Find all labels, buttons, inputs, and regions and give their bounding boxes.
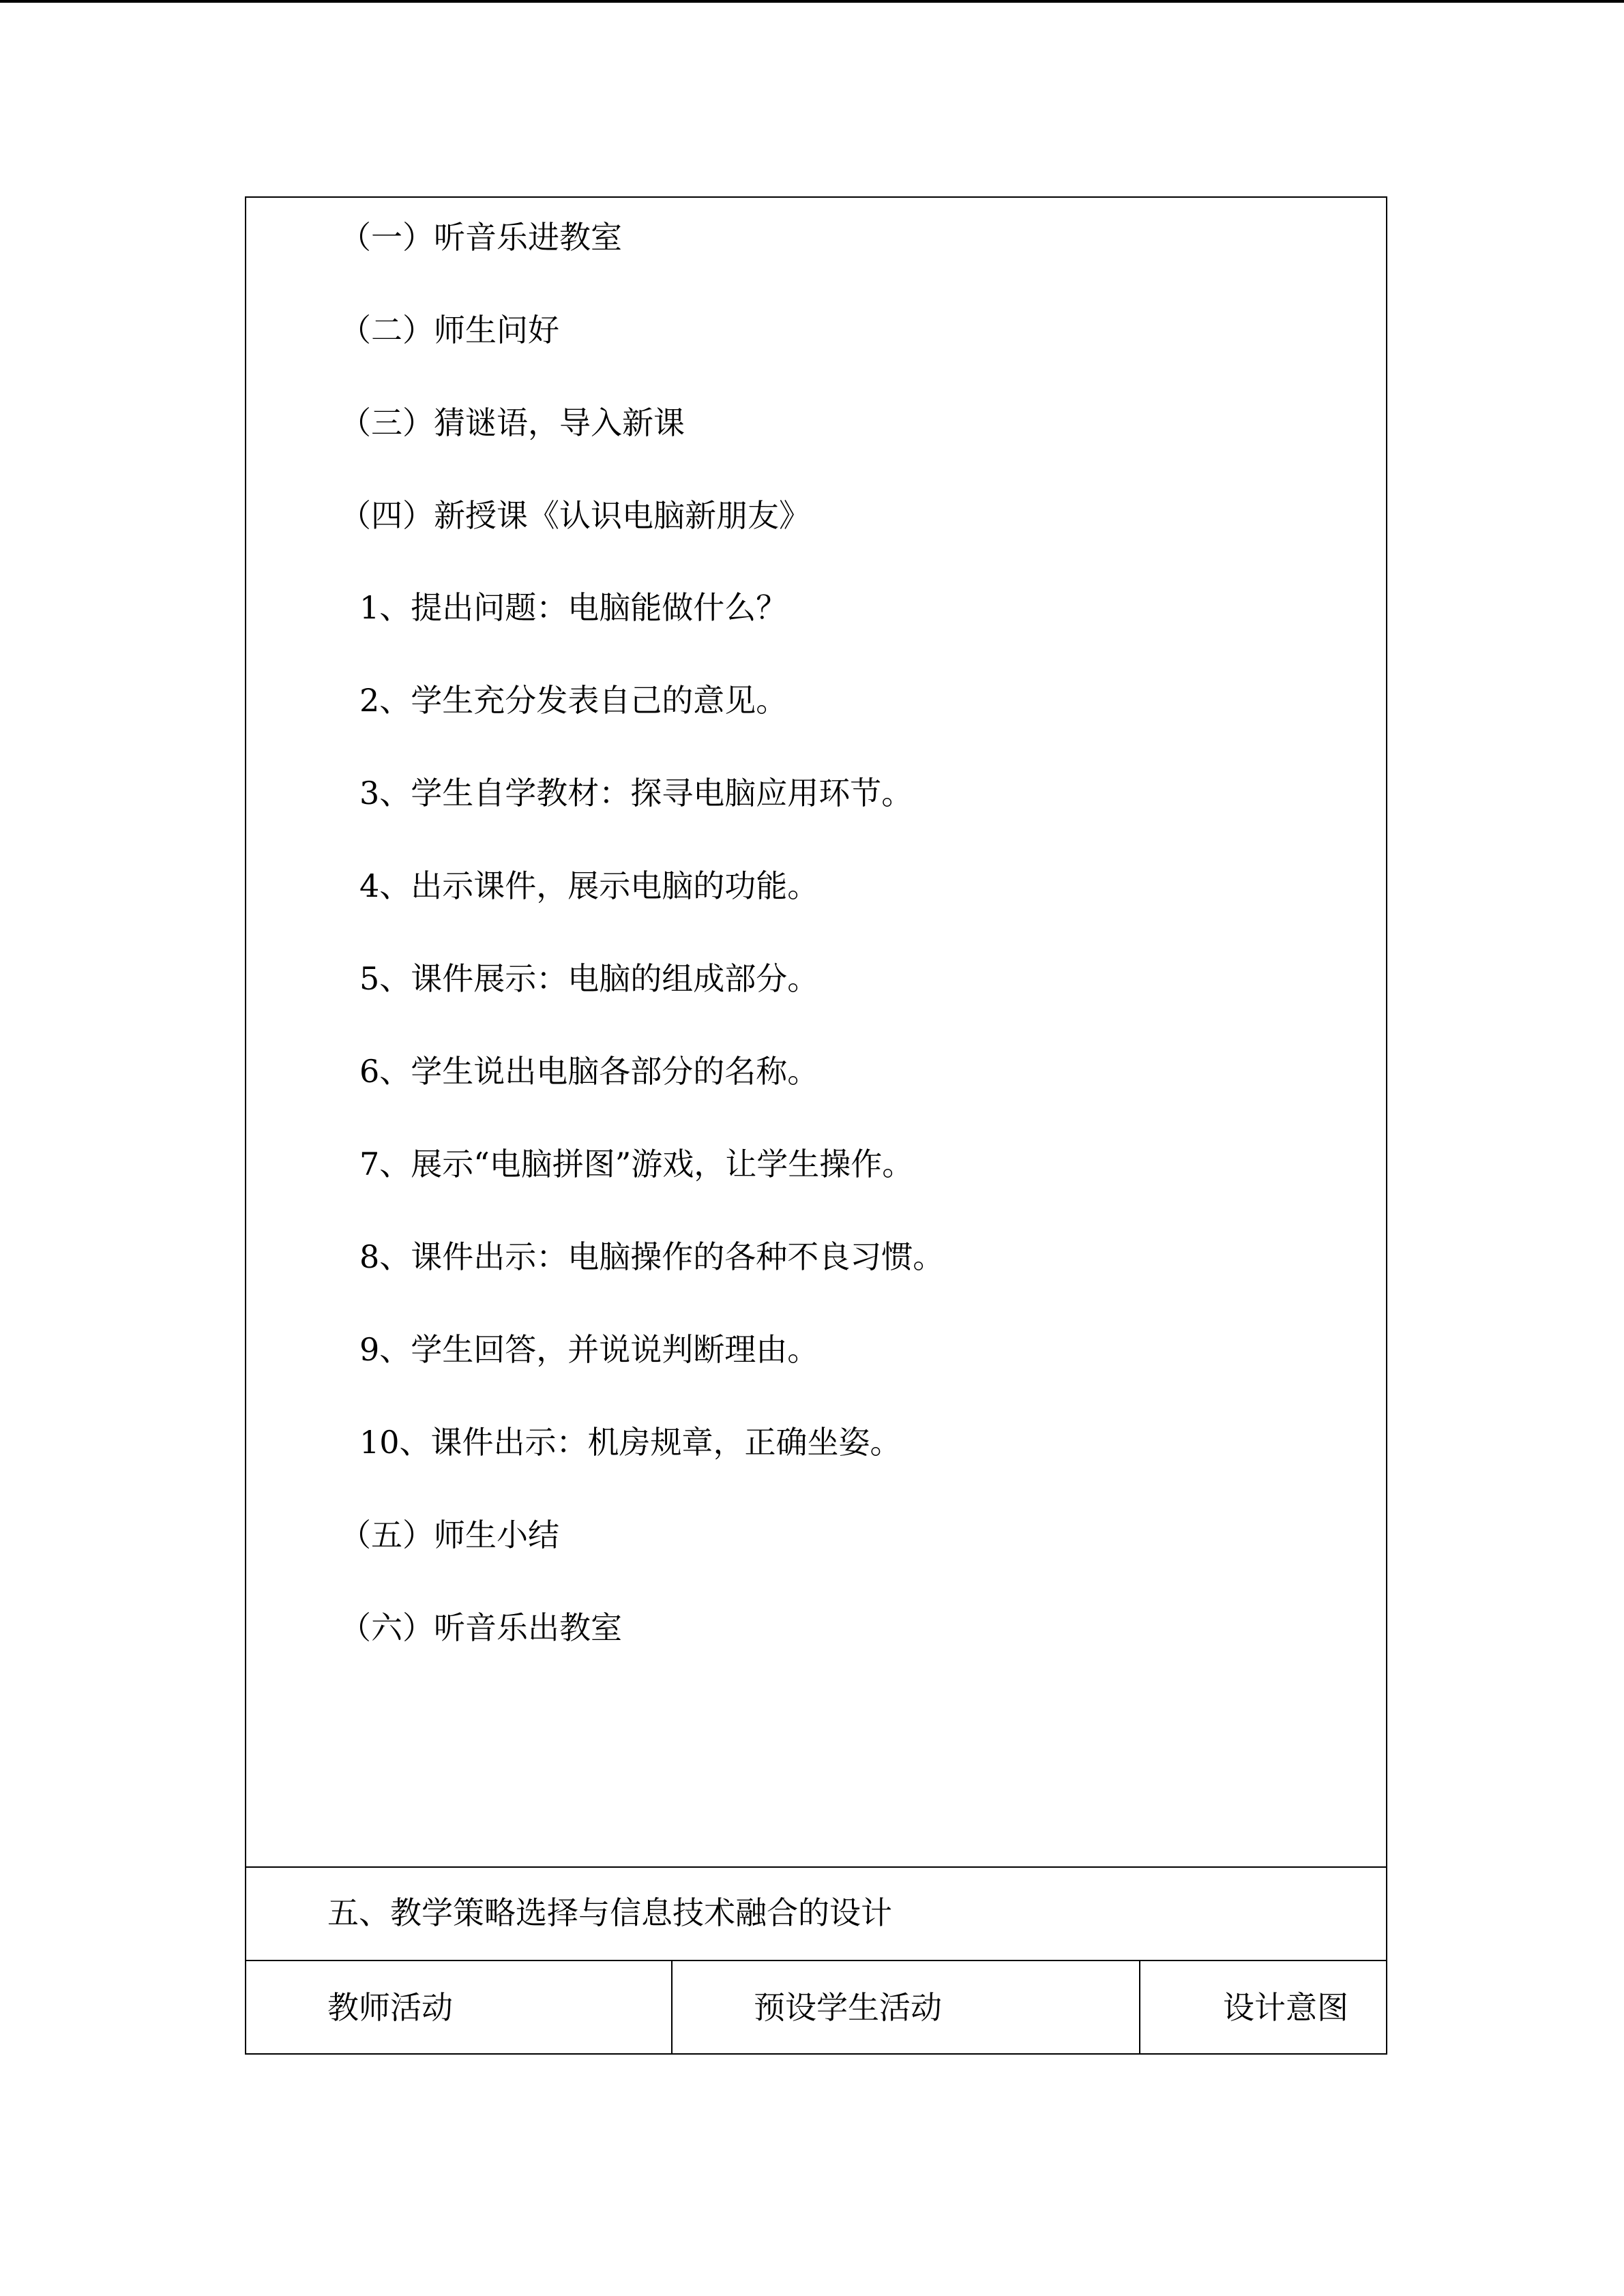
teacher-activity-label: 教师活动: [327, 1989, 453, 2026]
step-line: （五）师生小结: [340, 1517, 559, 1553]
step-line: 7、展示“电脑拼图”游戏，让学生操作。: [359, 1146, 914, 1182]
student-activity-label: 预设学生活动: [754, 1989, 942, 2026]
step-line: 3、学生自学教材：探寻电脑应用环节。: [359, 775, 913, 811]
header-cell-teacher: [246, 1961, 673, 2055]
step-line: 9、学生回答，并说说判断理由。: [359, 1331, 819, 1368]
section-heading-row: [246, 1868, 1386, 1961]
step-line: 8、课件出示：电脑操作的各种不良习惯。: [359, 1238, 945, 1275]
step-line: （三）猜谜语，导入新课: [340, 404, 685, 441]
step-line: （六）听音乐出教室: [340, 1609, 622, 1646]
header-cell-intent: [1140, 1961, 1386, 2055]
step-line: （二）师生问好: [340, 312, 559, 348]
step-line: 5、课件展示：电脑的组成部分。: [359, 960, 819, 997]
lesson-plan-table: [245, 196, 1387, 2055]
design-intent-label: 设计意图: [1223, 1989, 1348, 2026]
step-line: （四）新授课《认识电脑新朋友》: [340, 497, 810, 534]
step-line: 10、课件出示：机房规章，正确坐姿。: [359, 1424, 902, 1461]
step-line: 2、学生充分发表自己的意见。: [359, 682, 788, 719]
section-title: 五、教学策略选择与信息技术融合的设计: [327, 1894, 892, 1931]
step-line: 6、学生说出电脑各部分的名称。: [359, 1053, 819, 1090]
page-top-border: [0, 0, 1624, 3]
step-line: 1、提出问题：电脑能做什么？: [359, 589, 788, 626]
activity-table-header: [246, 1961, 1386, 2055]
step-line: （一）听音乐进教室: [340, 219, 622, 256]
lesson-steps-cell: [246, 198, 1386, 1868]
header-cell-student: [673, 1961, 1140, 2055]
step-line: 4、出示课件，展示电脑的功能。: [359, 867, 819, 904]
